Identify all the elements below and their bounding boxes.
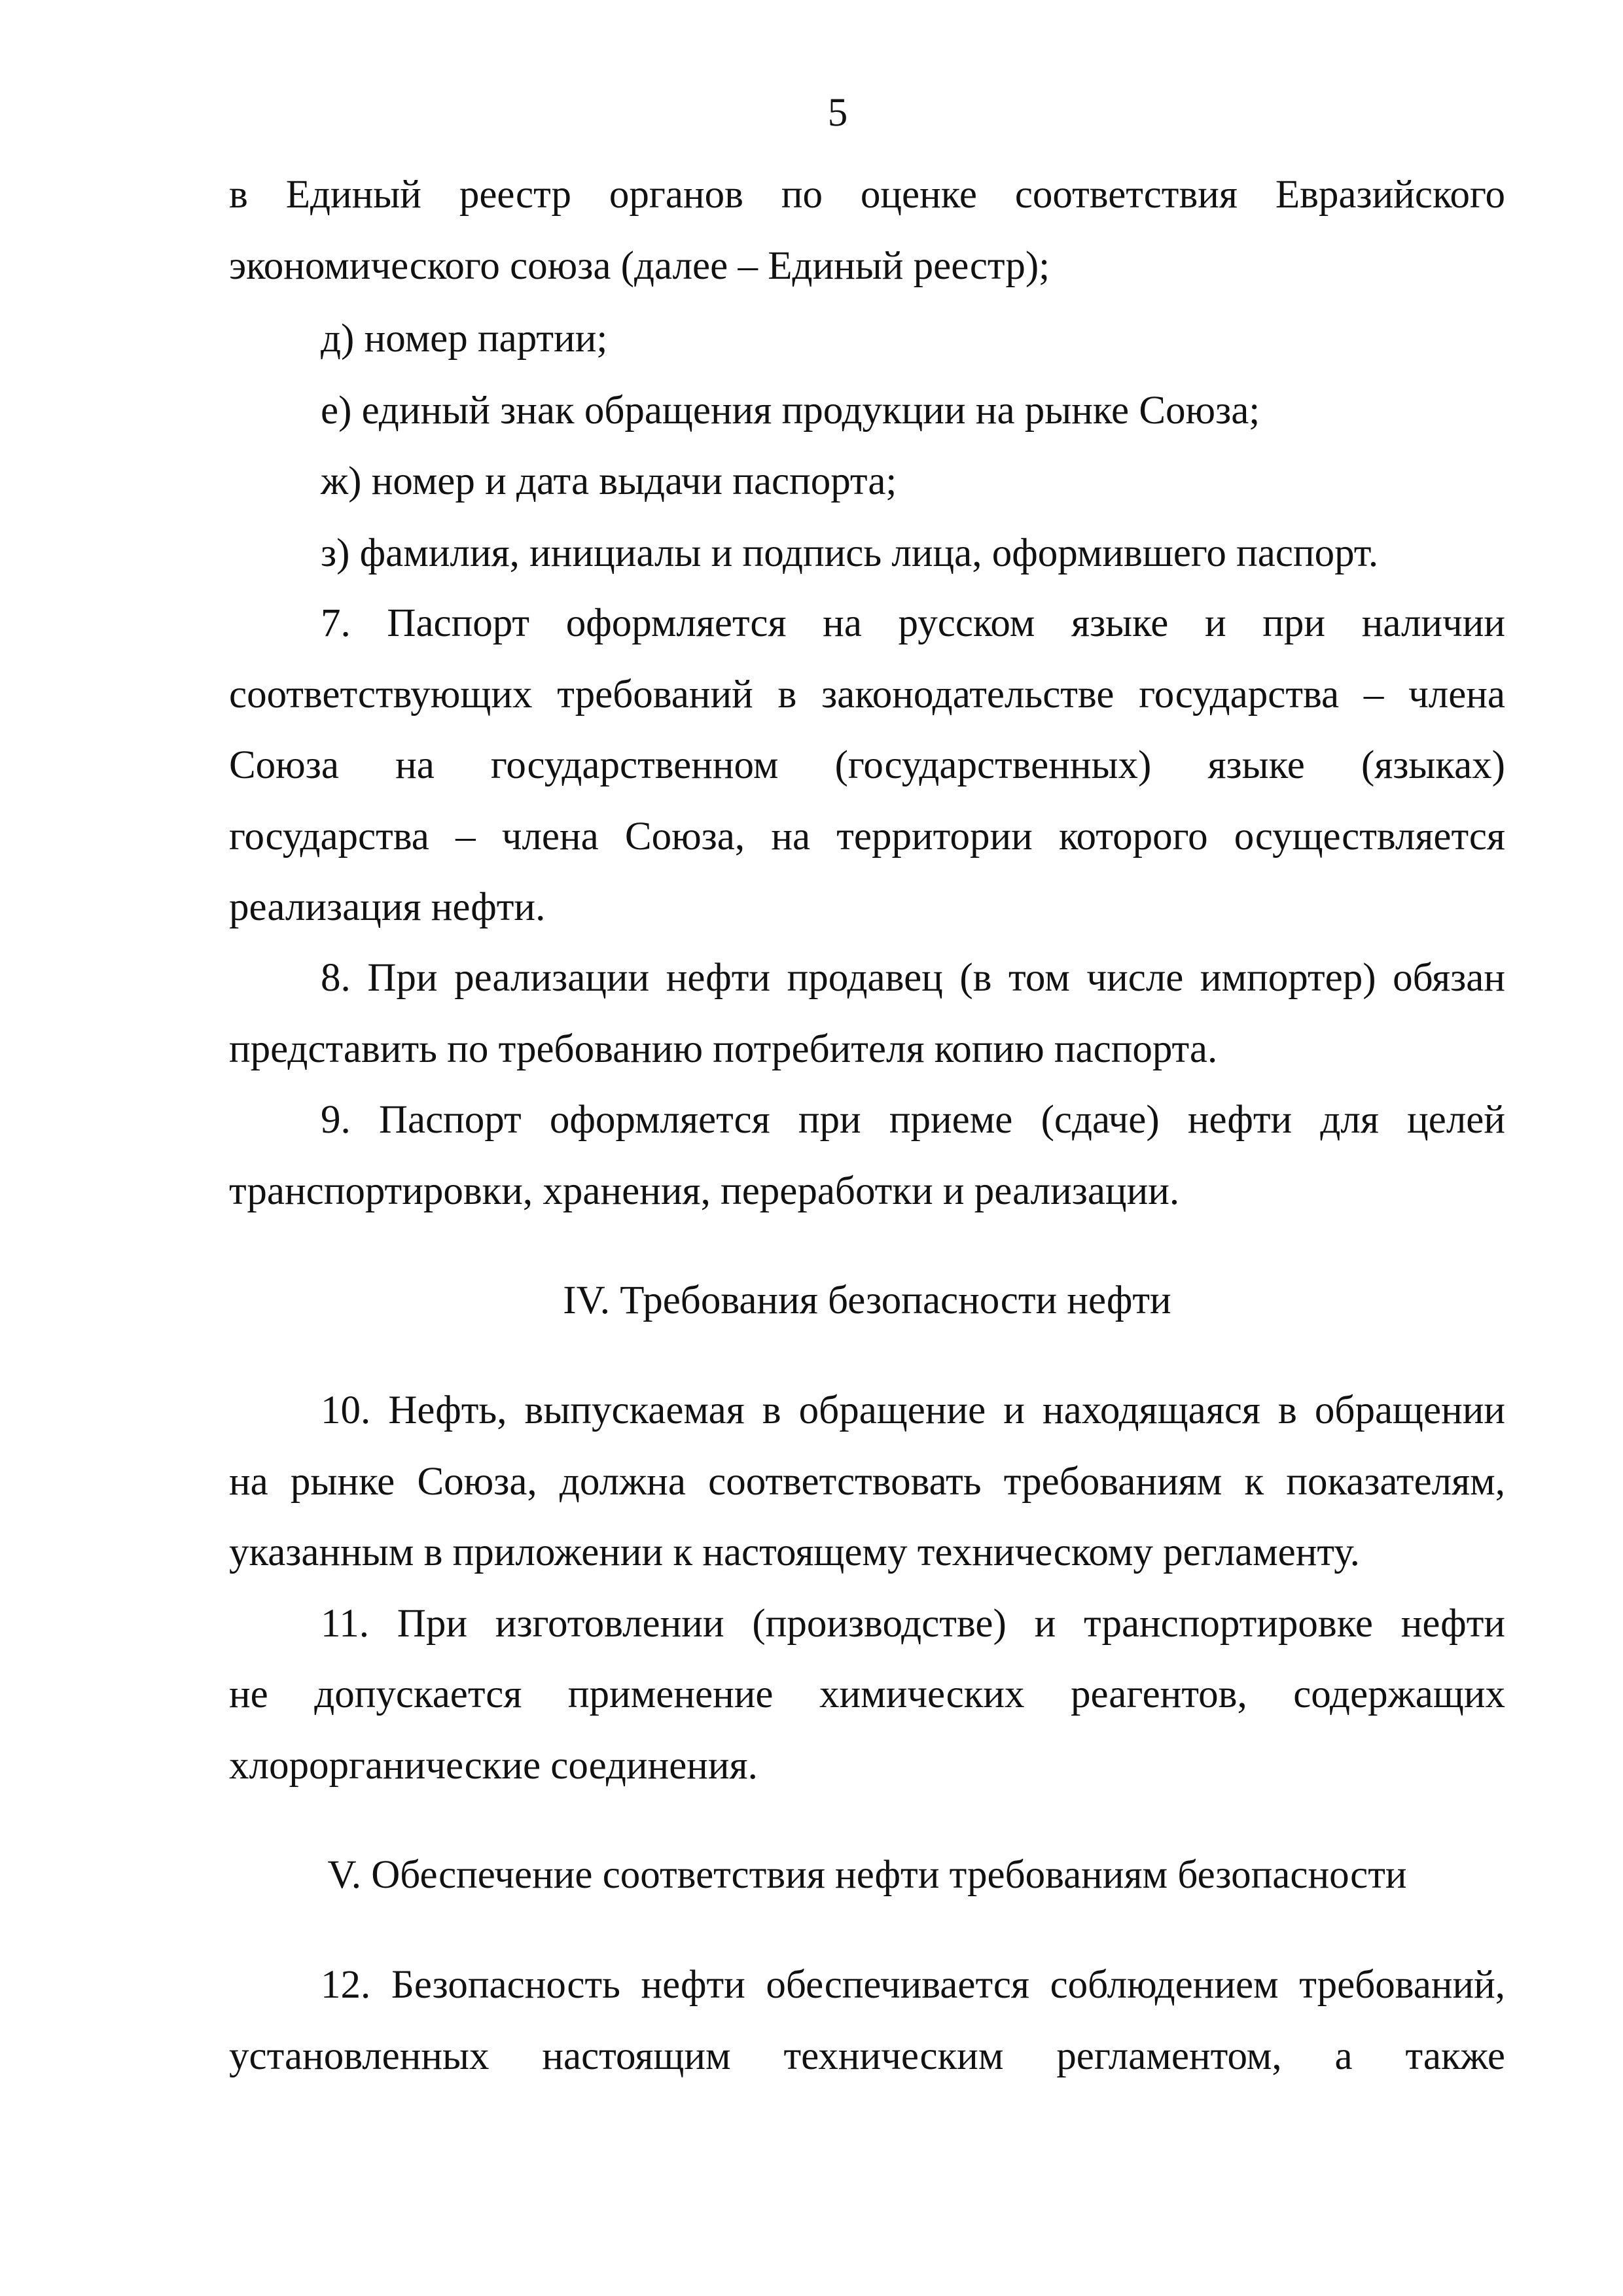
text-line: 12. Безопасность нефти обеспечивается соблюдением требований, [321, 1963, 1505, 2007]
text-line: хлорорганические соединения. [229, 1744, 758, 1788]
text-line: реализация нефти. [229, 885, 546, 929]
text-line: государства – члена Союза, на территории которого осуществляется [229, 815, 1505, 858]
text-line: 7. Паспорт оформляется на русском языке и при наличии [321, 601, 1505, 645]
text-line: 10. Нефть, выпускаемая в обращение и находящаяся в обращении [321, 1388, 1505, 1432]
text-line: д) номер партии; [321, 317, 608, 361]
text-line: в Единый реестр органов по оценке соответствия Евразийского [229, 173, 1505, 217]
text-line: е) единый знак обращения продукции на рынке Союза; [321, 389, 1260, 433]
text-line: соответствующих требований в законодательстве государства – члена [229, 673, 1505, 716]
text-line: установленных настоящим техническим регламентом, а также [229, 2034, 1505, 2078]
text-line: указанным в приложении к настоящему техническому регламенту. [229, 1530, 1360, 1574]
text-line: экономического союза (далее – Единый реестр); [229, 244, 1050, 288]
text-line: 11. При изготовлении (производстве) и транспортировке нефти [321, 1602, 1505, 1646]
text-line: 9. Паспорт оформляется при приеме (сдаче) нефти для целей [321, 1098, 1505, 1142]
text-line: не допускается применение химических реагентов, содержащих [229, 1672, 1505, 1716]
text-line: з) фамилия, инициалы и подпись лица, оформившего паспорт. [321, 531, 1379, 575]
section-heading: V. Обеспечение соответствия нефти требованиям безопасности [327, 1853, 1407, 1897]
text-line: представить по требованию потребителя копию паспорта. [229, 1027, 1218, 1071]
text-line: Союза на государственном (государственных) языке (языках) [229, 743, 1505, 787]
text-line: ж) номер и дата выдачи паспорта; [321, 459, 897, 503]
text-line: на рынке Союза, должна соответствовать требованиям к показателям, [229, 1460, 1505, 1504]
text-line: 8. При реализации нефти продавец (в том числе импортер) обязан [321, 956, 1505, 1000]
text-line: транспортировки, хранения, переработки и реализации. [229, 1169, 1180, 1213]
section-heading: IV. Требования безопасности нефти [563, 1279, 1171, 1322]
page-number: 5 [827, 91, 848, 135]
